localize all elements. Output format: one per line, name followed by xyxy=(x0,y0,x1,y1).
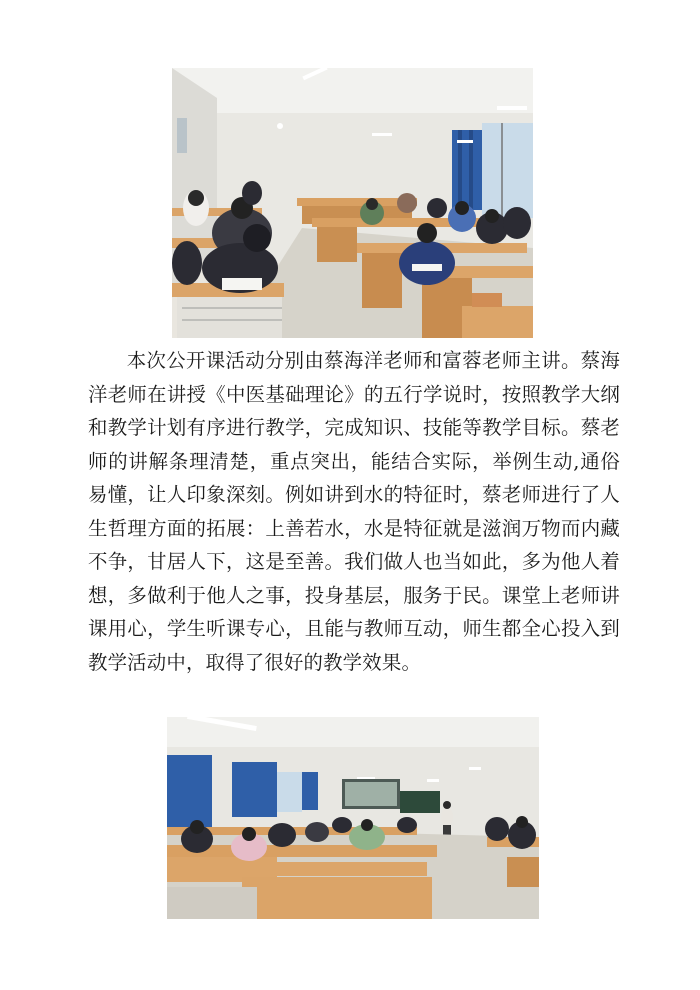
classroom-photo-top xyxy=(172,68,533,338)
classroom-photo-bottom xyxy=(167,717,539,919)
classroom-photo-top-drawing xyxy=(172,68,533,338)
classroom-photo-bottom-drawing xyxy=(167,717,539,919)
body-paragraph: 本次公开课活动分别由蔡海洋老师和富蓉老师主讲。蔡海洋老师在讲授《中医基础理论》的五行学说时，按照教学大纲和教学计划有序进行教学，完成知识、技能等教学目标。蔡老师的讲解条理清楚，重点突出，能结合实际，举例生动,通俗易懂，让人印象深刻。例如讲到水的特征时，蔡老师进行了人生哲理方面的拓展：上善若水，水是特征就是滋润万物而内藏不争，甘居人下，这是至善。我们做人也当如此，多为他人着想，多做利于他人之事，投身基层，服务于民。课堂上老师讲课用心，学生听课专心，且能与教师互动，师生都全心投入到教学活动中，取得了很好的教学效果。 xyxy=(88,349,620,674)
